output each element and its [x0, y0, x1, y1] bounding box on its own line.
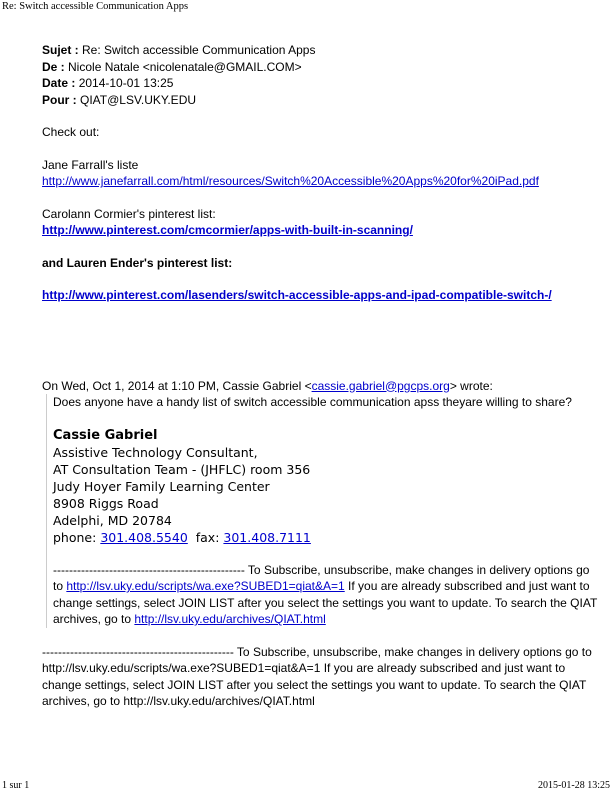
subscribe-link[interactable]: http://lsv.uky.edu/scripts/wa.exe?SUBED1=qiat&A=1 [66, 579, 345, 593]
to-row [42, 92, 600, 109]
jane-label: Jane Farrall's liste [42, 157, 139, 172]
to-value: QIAT@LSV.UKY.EDU [80, 92, 197, 107]
jane-link[interactable]: http://www.janefarrall.com/html/resources/Switch%20Accessible%20Apps%20for%20iPad.pdf [42, 174, 539, 188]
page-header-title: Re: Switch accessible Communication Apps [2, 1, 189, 12]
page-number: 1 sur 1 [2, 780, 30, 791]
fax-label: fax: [195, 529, 224, 545]
signature-line: AT Consultation Team - (JHFLC) room 356 [53, 461, 311, 477]
quoted-list-footer [53, 562, 600, 628]
lauren-label: and Lauren Ender's pinterest list: [42, 255, 233, 270]
quoted-question: Does anyone have a handy list of switch accessible communication apss theyare willing to share? [53, 395, 572, 409]
date-label: Date : [42, 76, 76, 90]
print-timestamp: 2015-01-28 13:25 [538, 780, 610, 791]
phone-label: phone: [53, 529, 101, 545]
signature-line: Assistive Technology Consultant, [53, 444, 258, 460]
separator: ------------------------------------------------ [53, 562, 245, 577]
footer-text: If you are already subscribed and just want to change settings, select JOIN LIST after you select the settings you want to update. To search the QIAT archives, go to [53, 579, 598, 626]
signature-name: Cassie Gabriel [53, 427, 158, 443]
footer-text: To Subscribe, unsubscribe, make changes in delivery options go to [53, 562, 590, 593]
from-row [42, 59, 600, 76]
carolann-label: Carolann Cormier's pinterest list: [42, 206, 216, 221]
quoted-message [46, 394, 600, 628]
lauren-link[interactable]: http://www.pinterest.com/lasenders/switch-accessible-apps-and-ipad-compatible-switch-/ [42, 288, 552, 302]
signature-line: 8908 Riggs Road [53, 495, 159, 511]
from-label: De : [42, 59, 65, 74]
carolann-link[interactable]: http://www.pinterest.com/cmcormier/apps-with-built-in-scanning/ [42, 223, 413, 237]
signature-line: Adelphi, MD 20784 [53, 512, 172, 528]
email-content [42, 42, 600, 710]
date-value: 2014-10-01 13:25 [78, 76, 174, 90]
subject-value: Re: Switch accessible Communication Apps [82, 43, 316, 57]
to-label: Pour : [42, 92, 77, 107]
from-value: Nicole Natale <nicolenatale@GMAIL.COM> [68, 59, 302, 74]
attribution-text: On Wed, Oct 1, 2014 at 1:10 PM, Cassie Gabriel < [42, 378, 312, 393]
intro-text: Check out: [42, 125, 100, 139]
signature-line: Judy Hoyer Family Learning Center [53, 478, 270, 494]
quote-attribution [42, 378, 600, 395]
date-row [42, 75, 600, 92]
signature [53, 427, 600, 546]
list-footer: ------------------------------------------------ To Subscribe, unsubscribe, make changes in delivery options go to http://lsv.uky.edu/scripts/wa.exe?SUBED1=qiat&A=1 If you are already subscribed and just want to change settings, select JOIN LIST after you select the settings you want to update. To search the QIAT archives, go to http://lsv.uky.edu/archives/QIAT.html [42, 644, 592, 708]
signature-contact [53, 529, 600, 546]
phone-link[interactable]: 301.408.5540 [100, 529, 188, 545]
attribution-end: > wrote: [449, 378, 493, 393]
attribution-email-link[interactable]: cassie.gabriel@pgcps.org [311, 378, 450, 393]
fax-link[interactable]: 301.408.7111 [223, 529, 311, 545]
subject-label: Sujet : [42, 43, 79, 57]
subject-row [42, 42, 600, 59]
email-headers [42, 42, 600, 108]
archives-link[interactable]: http://lsv.uky.edu/archives/QIAT.html [134, 612, 326, 626]
